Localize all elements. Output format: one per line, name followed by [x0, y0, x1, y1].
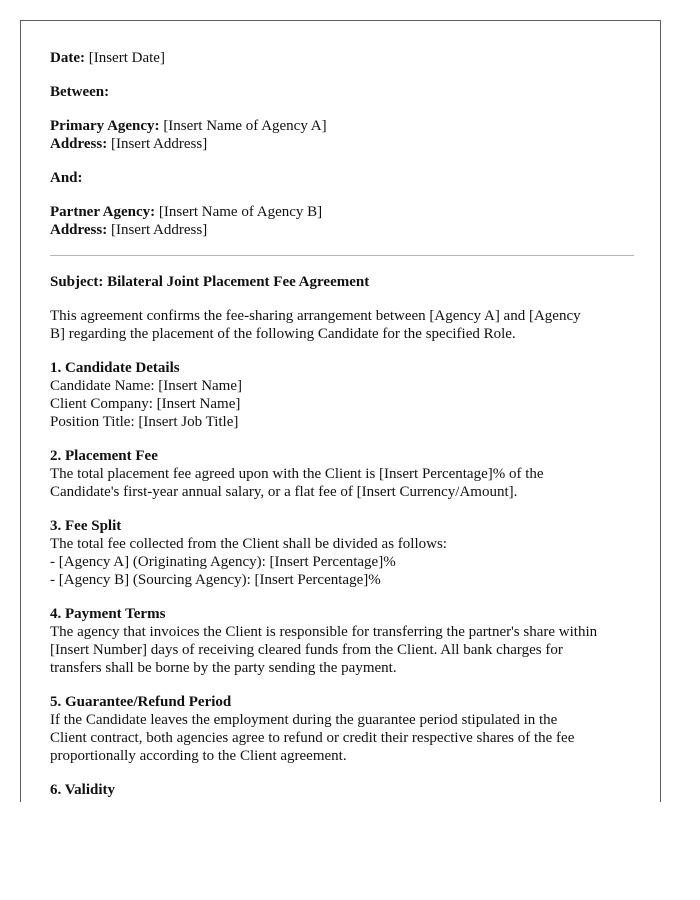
guarantee-section	[50, 693, 635, 765]
subject-heading: Subject: Bilateral Joint Placement Fee Agreement	[50, 274, 370, 290]
section-title: 6. Validity	[50, 782, 116, 798]
fee-split-section	[50, 517, 635, 589]
section-line: Position Title: [Insert Job Title]	[50, 414, 239, 430]
and-label: And:	[50, 170, 83, 186]
partner-agency-value: [Insert Name of Agency B]	[155, 204, 323, 220]
document-page	[20, 20, 661, 802]
section-line: The total fee collected from the Client shall be divided as follows:	[50, 536, 447, 552]
partner-agency-line	[50, 203, 635, 221]
section-line: proportionally according to the Client agreement.	[50, 748, 347, 764]
section-title: 3. Fee Split	[50, 518, 122, 534]
divider-wrapper	[50, 255, 635, 256]
validity-section	[50, 781, 635, 799]
date-value: [Insert Date]	[84, 50, 165, 66]
section-line: - [Agency A] (Originating Agency): [Insert Percentage]%	[50, 554, 396, 570]
intro-line: B] regarding the placement of the following Candidate for the specified Role.	[50, 326, 516, 342]
section-line: [Insert Number] days of receiving cleared funds from the Client. All bank charges for	[50, 642, 563, 658]
section-line: - [Agency B] (Sourcing Agency): [Insert Percentage]%	[50, 572, 381, 588]
section-divider	[50, 255, 634, 256]
partner-address-label: Address:	[50, 222, 108, 238]
partner-agency-block	[50, 203, 635, 239]
partner-agency-label: Partner Agency:	[50, 204, 156, 220]
primary-address-value: [Insert Address]	[107, 136, 208, 152]
primary-address-line	[50, 135, 635, 153]
and-heading	[50, 169, 635, 187]
section-line: The agency that invoices the Client is responsible for transferring the partner's share within	[50, 624, 598, 640]
section-line: If the Candidate leaves the employment during the guarantee period stipulated in the	[50, 712, 558, 728]
section-line: transfers shall be borne by the party sending the payment.	[50, 660, 397, 676]
section-line: Client Company: [Insert Name]	[50, 396, 241, 412]
candidate-details-section	[50, 359, 635, 431]
date-label: Date:	[50, 50, 85, 66]
payment-terms-section	[50, 605, 635, 677]
section-line: Candidate's first-year annual salary, or a flat fee of [Insert Currency/Amount].	[50, 484, 518, 500]
document-content	[50, 49, 635, 799]
primary-agency-value: [Insert Name of Agency A]	[159, 118, 327, 134]
section-title: 4. Payment Terms	[50, 606, 166, 622]
section-line: Candidate Name: [Insert Name]	[50, 378, 243, 394]
intro-line: This agreement confirms the fee-sharing arrangement between [Agency A] and [Agency	[50, 308, 581, 324]
between-heading	[50, 83, 635, 101]
between-label: Between:	[50, 84, 110, 100]
partner-address-line	[50, 221, 635, 239]
placement-fee-section	[50, 447, 635, 501]
section-line: Client contract, both agencies agree to refund or credit their respective shares of the fee	[50, 730, 575, 746]
primary-agency-block	[50, 117, 635, 153]
primary-address-label: Address:	[50, 136, 108, 152]
primary-agency-label: Primary Agency:	[50, 118, 160, 134]
section-title: 1. Candidate Details	[50, 360, 180, 376]
intro-paragraph	[50, 307, 635, 343]
section-title: 5. Guarantee/Refund Period	[50, 694, 232, 710]
section-line: The total placement fee agreed upon with the Client is [Insert Percentage]% of the	[50, 466, 544, 482]
date-line	[50, 49, 635, 67]
primary-agency-line	[50, 117, 635, 135]
section-title: 2. Placement Fee	[50, 448, 158, 464]
partner-address-value: [Insert Address]	[107, 222, 208, 238]
